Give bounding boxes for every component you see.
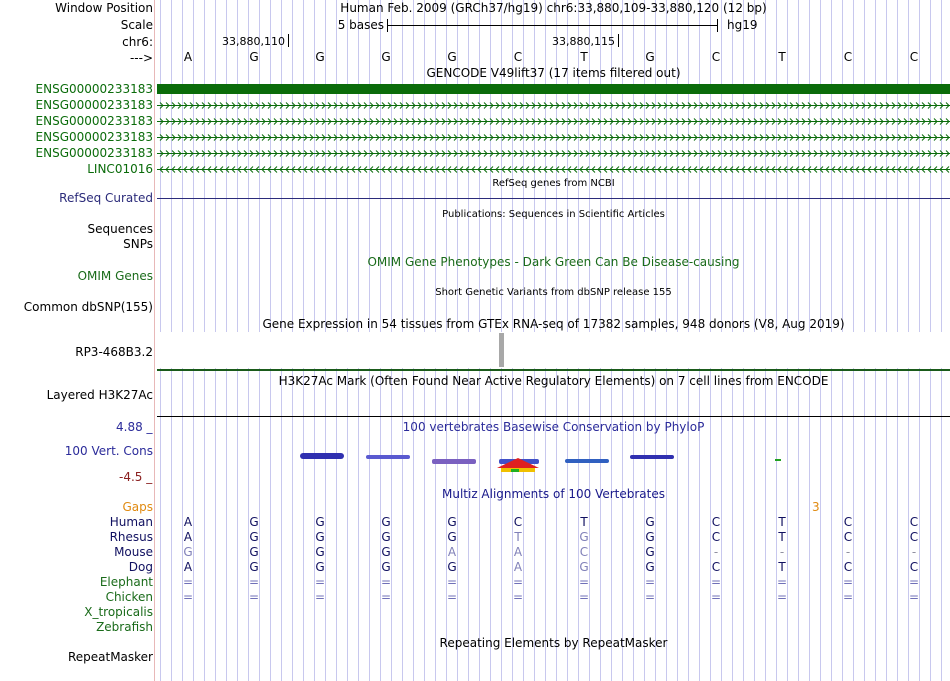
reference-base: T [580,50,588,64]
repeatmasker-track-title: Repeating Elements by RepeatMasker [439,636,668,650]
phylop-max-value: 4.88 _ [116,420,153,434]
reference-base: C [909,50,919,64]
gencode-intron-track[interactable] [157,100,950,111]
multiz-species-label[interactable]: Human [109,515,153,529]
gencode-intron-track[interactable] [157,164,950,175]
multiz-species-label[interactable]: Mouse [114,545,153,559]
aligned-base: G [579,530,589,544]
phylop-logo-t-small [775,459,781,461]
gencode-track-title: GENCODE V49lift37 (17 items filtered out) [426,66,681,80]
aligned-base: = [710,575,722,589]
aligned-base: G [447,560,457,574]
aligned-base: T [778,560,786,574]
multiz-species-label[interactable]: Dog [128,560,153,574]
aligned-base: C [909,515,919,529]
phylop-logo-t [565,459,609,463]
multiz-species-label[interactable]: X_tropicalis [84,605,153,619]
reference-base: G [381,50,391,64]
aligned-base: G [183,545,193,559]
phylop-track-title: 100 vertebrates Basewise Conservation by PhyloP [402,420,705,434]
gtex-baseline [157,369,950,371]
scale-db: hg19 [727,18,758,32]
multiz-species-label[interactable]: Rhesus [109,530,153,544]
reference-base: G [447,50,457,64]
scale-bar [388,25,717,26]
gencode-item-label[interactable]: ENSG00000233183 [35,98,153,112]
gencode-intron-track[interactable] [157,116,950,127]
strand-label: ---> [129,51,153,65]
reference-base: T [778,50,786,64]
reverse-strand-arrows-icon [157,164,950,175]
aligned-base: - [713,545,719,559]
reference-base: A [183,50,193,64]
phylop-logo-g-1 [300,453,344,459]
repeatmasker-label[interactable]: RepeatMasker [67,650,153,664]
phylop-logo-a [497,458,539,472]
aligned-base: C [843,530,853,544]
reference-base: G [645,50,655,64]
coordinate-2: 33,880,115 [552,35,615,48]
multiz-species-label[interactable]: Chicken [105,590,153,604]
forward-strand-arrows-icon [157,148,950,159]
scale-value: 5 bases [337,18,384,32]
aligned-base: G [447,530,457,544]
aligned-base: G [645,530,655,544]
gtex-panel[interactable] [157,332,950,368]
aligned-base: = [446,575,458,589]
aligned-base: = [776,590,788,604]
aligned-base: G [315,560,325,574]
reference-base: G [315,50,325,64]
aligned-base: G [315,515,325,529]
aligned-base: C [843,515,853,529]
aligned-base: C [843,560,853,574]
aligned-base: T [514,530,522,544]
chr-label: chr6: [122,35,153,49]
phylop-logo-g-2 [366,455,410,459]
aligned-base: A [513,545,523,559]
aligned-base: = [314,590,326,604]
reference-base: C [513,50,523,64]
h3k27ac-track-title: H3K27Ac Mark (Often Found Near Active Regulatory Elements) on 7 cell lines from ENCODE [278,374,829,388]
aligned-base: - [779,545,785,559]
phylop-logo-g-4 [630,455,674,459]
h3k27ac-baseline [157,416,950,417]
aligned-base: A [183,515,193,529]
window-position-label: Window Position [55,1,153,15]
aligned-base: = [446,590,458,604]
aligned-base: C [513,515,523,529]
aligned-base: G [249,530,259,544]
phylop-logo-g-3 [432,459,476,464]
aligned-base: G [249,545,259,559]
aligned-base: = [644,590,656,604]
aligned-base: = [578,575,590,589]
gencode-item-label[interactable]: ENSG00000233183 [35,130,153,144]
aligned-base: = [776,575,788,589]
omim-track-title: OMIM Gene Phenotypes - Dark Green Can Be Disease-causing [367,255,740,269]
aligned-base: C [711,560,721,574]
aligned-base: G [579,560,589,574]
h3k27ac-label[interactable]: Layered H3K27Ac [46,388,153,402]
coordinate-1-tick [288,34,289,47]
aligned-base: G [447,515,457,529]
reference-base: C [843,50,853,64]
aligned-base: = [182,575,194,589]
forward-strand-arrows-icon [157,132,950,143]
reference-base: G [249,50,259,64]
aligned-base: A [447,545,457,559]
gencode-item-label[interactable]: ENSG00000233183 [35,82,153,96]
aligned-base: = [842,590,854,604]
aligned-base: G [315,530,325,544]
aligned-base: G [645,515,655,529]
gencode-intron-track[interactable] [157,148,950,159]
aligned-base: - [845,545,851,559]
aligned-base: G [645,560,655,574]
gencode-item-label[interactable]: LINC01016 [87,162,153,176]
aligned-base: = [512,575,524,589]
multiz-track-title: Multiz Alignments of 100 Vertebrates [441,487,666,501]
phylop-label[interactable]: 100 Vert. Cons [64,444,153,458]
aligned-base: G [249,560,259,574]
window-position-value: Human Feb. 2009 (GRCh37/hg19) chr6:33,880,109-33,880,120 (12 bp) [340,1,767,15]
forward-strand-arrows-icon [157,100,950,111]
aligned-base: G [381,560,391,574]
aligned-base: C [909,560,919,574]
gaps-label[interactable]: Gaps [122,500,153,514]
aligned-base: T [580,515,588,529]
dbsnp-label[interactable]: Common dbSNP(155) [23,300,153,314]
aligned-base: = [380,590,392,604]
aligned-base: G [381,530,391,544]
aligned-base: G [381,515,391,529]
left-margin-divider [154,0,155,681]
aligned-base: A [513,560,523,574]
snps-label[interactable]: SNPs [123,237,153,251]
publications-track-title: Publications: Sequences in Scientific Articles [442,209,665,220]
aligned-base: A [183,530,193,544]
aligned-base: C [579,545,589,559]
aligned-base: C [711,530,721,544]
refseq-line[interactable] [157,198,950,199]
aligned-base: = [182,590,194,604]
dbsnp-track-title: Short Genetic Variants from dbSNP release 155 [435,287,672,298]
aligned-base: = [248,575,260,589]
aligned-base: = [644,575,656,589]
aligned-base: = [908,575,920,589]
aligned-base: T [778,530,786,544]
aligned-base: = [842,575,854,589]
aligned-base: = [380,575,392,589]
aligned-base: = [578,590,590,604]
forward-strand-arrows-icon [157,116,950,127]
coordinate-2-tick [618,34,619,47]
aligned-base: C [711,515,721,529]
scale-label: Scale [120,18,153,32]
phylop-logo-a-icon [497,458,539,472]
scale-bar-right-tick [717,19,718,32]
sequences-label[interactable]: Sequences [87,222,153,236]
refseq-track-title: RefSeq genes from NCBI [492,178,615,189]
gencode-item-label[interactable]: ENSG00000233183 [35,146,153,160]
aligned-base: C [909,530,919,544]
gaps-value: 3 [812,500,820,514]
aligned-base: G [645,545,655,559]
reference-base: C [711,50,721,64]
gencode-exon-block[interactable] [157,84,950,94]
refseq-label[interactable]: RefSeq Curated [59,191,153,205]
gencode-intron-track[interactable] [157,132,950,143]
phylop-min-value: -4.5 _ [119,470,153,484]
scale-bar-left-tick [387,19,388,32]
aligned-base: = [512,590,524,604]
aligned-base: T [778,515,786,529]
gtex-track-title: Gene Expression in 54 tissues from GTEx RNA-seq of 17382 samples, 948 donors (V8, Aug 2019) [262,317,845,331]
aligned-base: = [314,575,326,589]
aligned-base: - [911,545,917,559]
gtex-label[interactable]: RP3-468B3.2 [75,345,153,359]
aligned-base: = [710,590,722,604]
coordinate-1: 33,880,110 [222,35,285,48]
multiz-species-label[interactable]: Zebrafish [96,620,153,634]
gtex-expression-bar[interactable] [499,333,504,367]
gencode-item-label[interactable]: ENSG00000233183 [35,114,153,128]
aligned-base: A [183,560,193,574]
multiz-species-label[interactable]: Elephant [99,575,153,589]
aligned-base: = [248,590,260,604]
aligned-base: G [381,545,391,559]
aligned-base: G [249,515,259,529]
omim-label[interactable]: OMIM Genes [77,269,153,283]
aligned-base: = [908,590,920,604]
aligned-base: G [315,545,325,559]
